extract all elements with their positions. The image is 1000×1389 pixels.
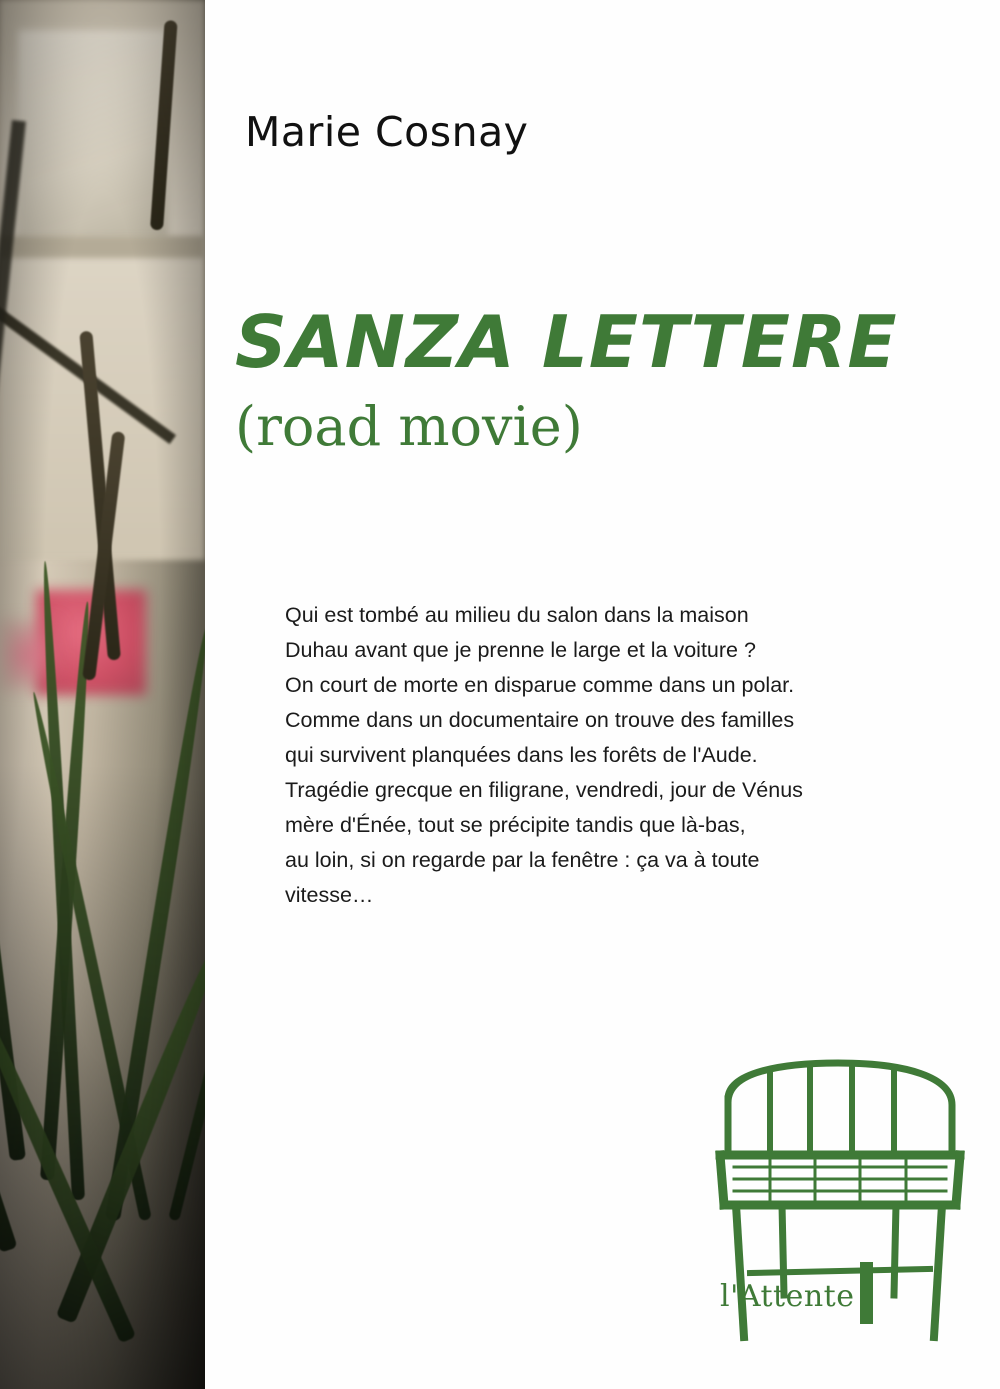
blurb-line: au loin, si on regarde par la fenêtre : ça va à toute (285, 848, 760, 872)
publisher-name: l'Attente (720, 1279, 855, 1314)
cover-text-column (205, 0, 1000, 1389)
publisher-logo-bar (860, 1262, 873, 1324)
blurb-line: Qui est tombé au milieu du salon dans la maison (285, 603, 749, 627)
blurb-line: qui survivent planquées dans les forêts de l'Aude. (285, 743, 758, 767)
blurb-line: mère d'Énée, tout se précipite tandis que là-bas, (285, 813, 746, 837)
cover-photograph (0, 0, 205, 1389)
blurb-line: vitesse… (285, 883, 374, 907)
blurb-line: Tragédie grecque en filigrane, vendredi, jour de Vénus (285, 778, 803, 802)
blurb-line: Comme dans un documentaire on trouve des familles (285, 708, 795, 732)
blurb-line: On court de morte en disparue comme dans un polar. (285, 673, 795, 697)
cover-blurb (285, 598, 925, 913)
book-subtitle: (road movie) (235, 395, 583, 458)
book-title: SANZA LETTERE (235, 300, 898, 384)
photo-vignette (0, 0, 205, 1389)
author-name: Marie Cosnay (245, 108, 529, 156)
blurb-line: Duhau avant que je prenne le large et la voiture ? (285, 638, 756, 662)
